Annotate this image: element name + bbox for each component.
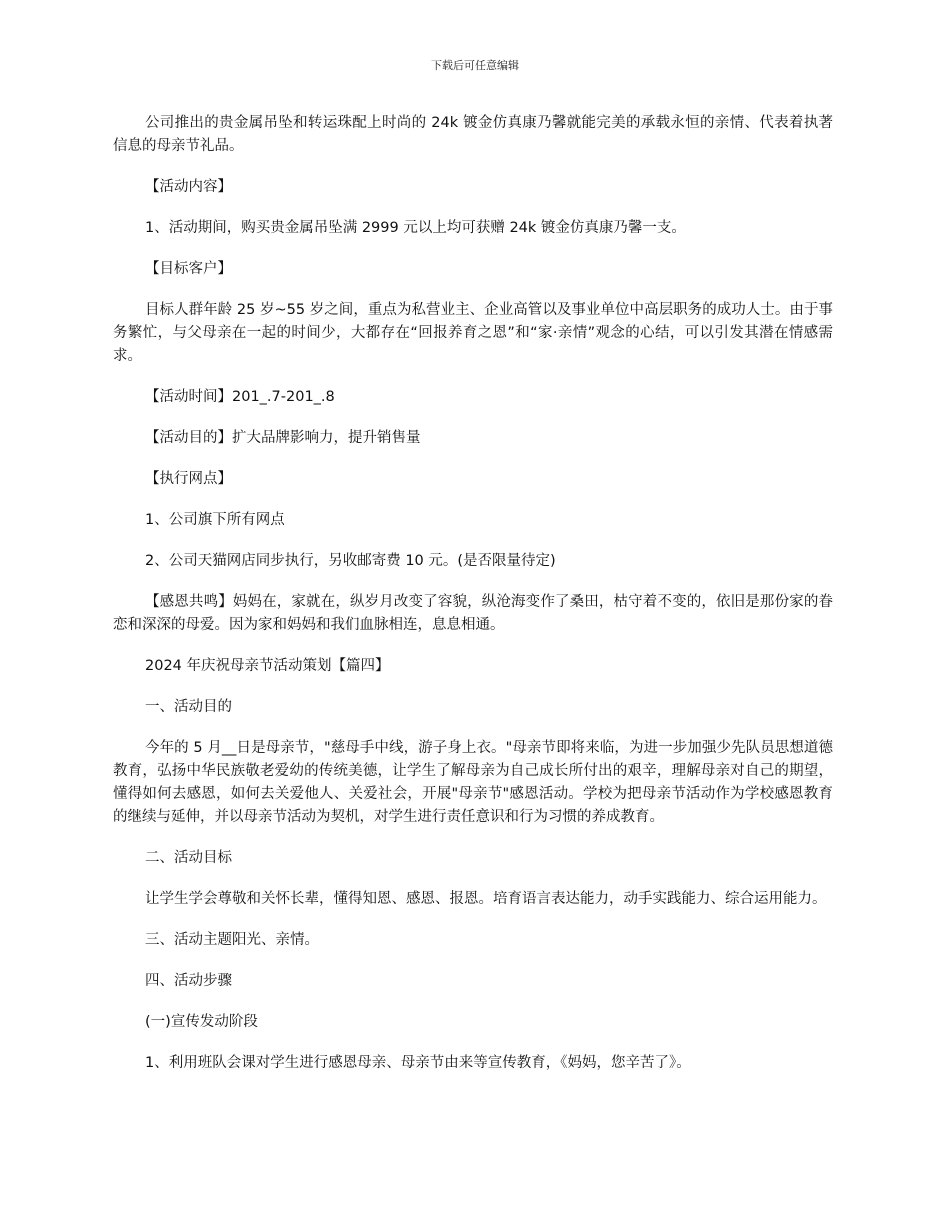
paragraph: 1、活动期间，购买贵金属吊坠满 2999 元以上均可获赠 24k 镀金仿真康乃馨一支。 bbox=[145, 220, 686, 236]
paragraph: 【感恩共鸣】妈妈在，家就在，纵岁月改变了容貌，纵沧海变作了桑田，枯守着不变的，依旧是那份家的眷恋和深深的母爱。因为家和妈妈和我们血脉相连，息息相通。 bbox=[113, 594, 833, 633]
paragraph: 今年的 5 月__日是母亲节，"慈母手中线，游子身上衣。"母亲节即将来临，为进一步加强少先队员思想道德教育，弘扬中华民族敬老爱幼的传统美德，让学生了解母亲为自己成长所付出的艰辛，理解母亲对自己的期望，懂得如何去感恩，如何去关爱他人、关爱社会，开展"母亲节"感恩活动。学校为把母亲节活动作为学校感恩教育的继续与延伸，并以母亲节活动为契机，对学生进行责任意识和行为习惯的养成教育。 bbox=[113, 740, 833, 825]
section-heading: 四、活动步骤 bbox=[145, 973, 232, 989]
section-heading: 【执行网点】 bbox=[145, 471, 232, 487]
paragraph: 目标人群年龄 25 岁~55 岁之间，重点为私营业主、企业高管以及事业单位中高层职务的成功人士。由于事务繁忙，与父母亲在一起的时间少，大都存在“回报养育之恩”和“家·亲情”观念的心结，可以引发其潜在情感需求。 bbox=[113, 302, 833, 364]
paragraph: 2、公司天猫网店同步执行，另收邮寄费 10 元。(是否限量待定) bbox=[145, 553, 556, 569]
section-heading: 二、活动目标 bbox=[145, 850, 232, 866]
document-body bbox=[113, 112, 833, 1093]
paragraph: 公司推出的贵金属吊坠和转运珠配上时尚的 24k 镀金仿真康乃馨就能完美的承载永恒的亲情、代表着执著信息的母亲节礼品。 bbox=[113, 115, 833, 154]
paragraph: 【活动目的】扩大品牌影响力，提升销售量 bbox=[145, 430, 421, 446]
paragraph: 1、利用班队会课对学生进行感恩母亲、母亲节由来等宣传教育，《妈妈，您辛苦了》。 bbox=[145, 1055, 691, 1071]
paragraph: 1、公司旗下所有网点 bbox=[145, 512, 285, 528]
paragraph: 【活动时间】201_.7-201_.8 bbox=[145, 389, 335, 405]
section-heading: 【活动内容】 bbox=[145, 179, 232, 195]
section-heading: 【目标客户】 bbox=[145, 261, 232, 277]
header-note: 下载后可任意编辑 bbox=[431, 59, 519, 72]
section-heading: 一、活动目的 bbox=[145, 699, 232, 715]
paragraph: 让学生学会尊敬和关怀长辈，懂得知恩、感恩、报恩。培育语言表达能力，动手实践能力、综合运用能力。 bbox=[145, 891, 827, 907]
subsection-heading: (一)宣传发动阶段 bbox=[145, 1014, 258, 1030]
section-title: 2024 年庆祝母亲节活动策划【篇四】 bbox=[145, 658, 390, 674]
section-heading: 三、活动主题阳光、亲情。 bbox=[145, 932, 319, 948]
